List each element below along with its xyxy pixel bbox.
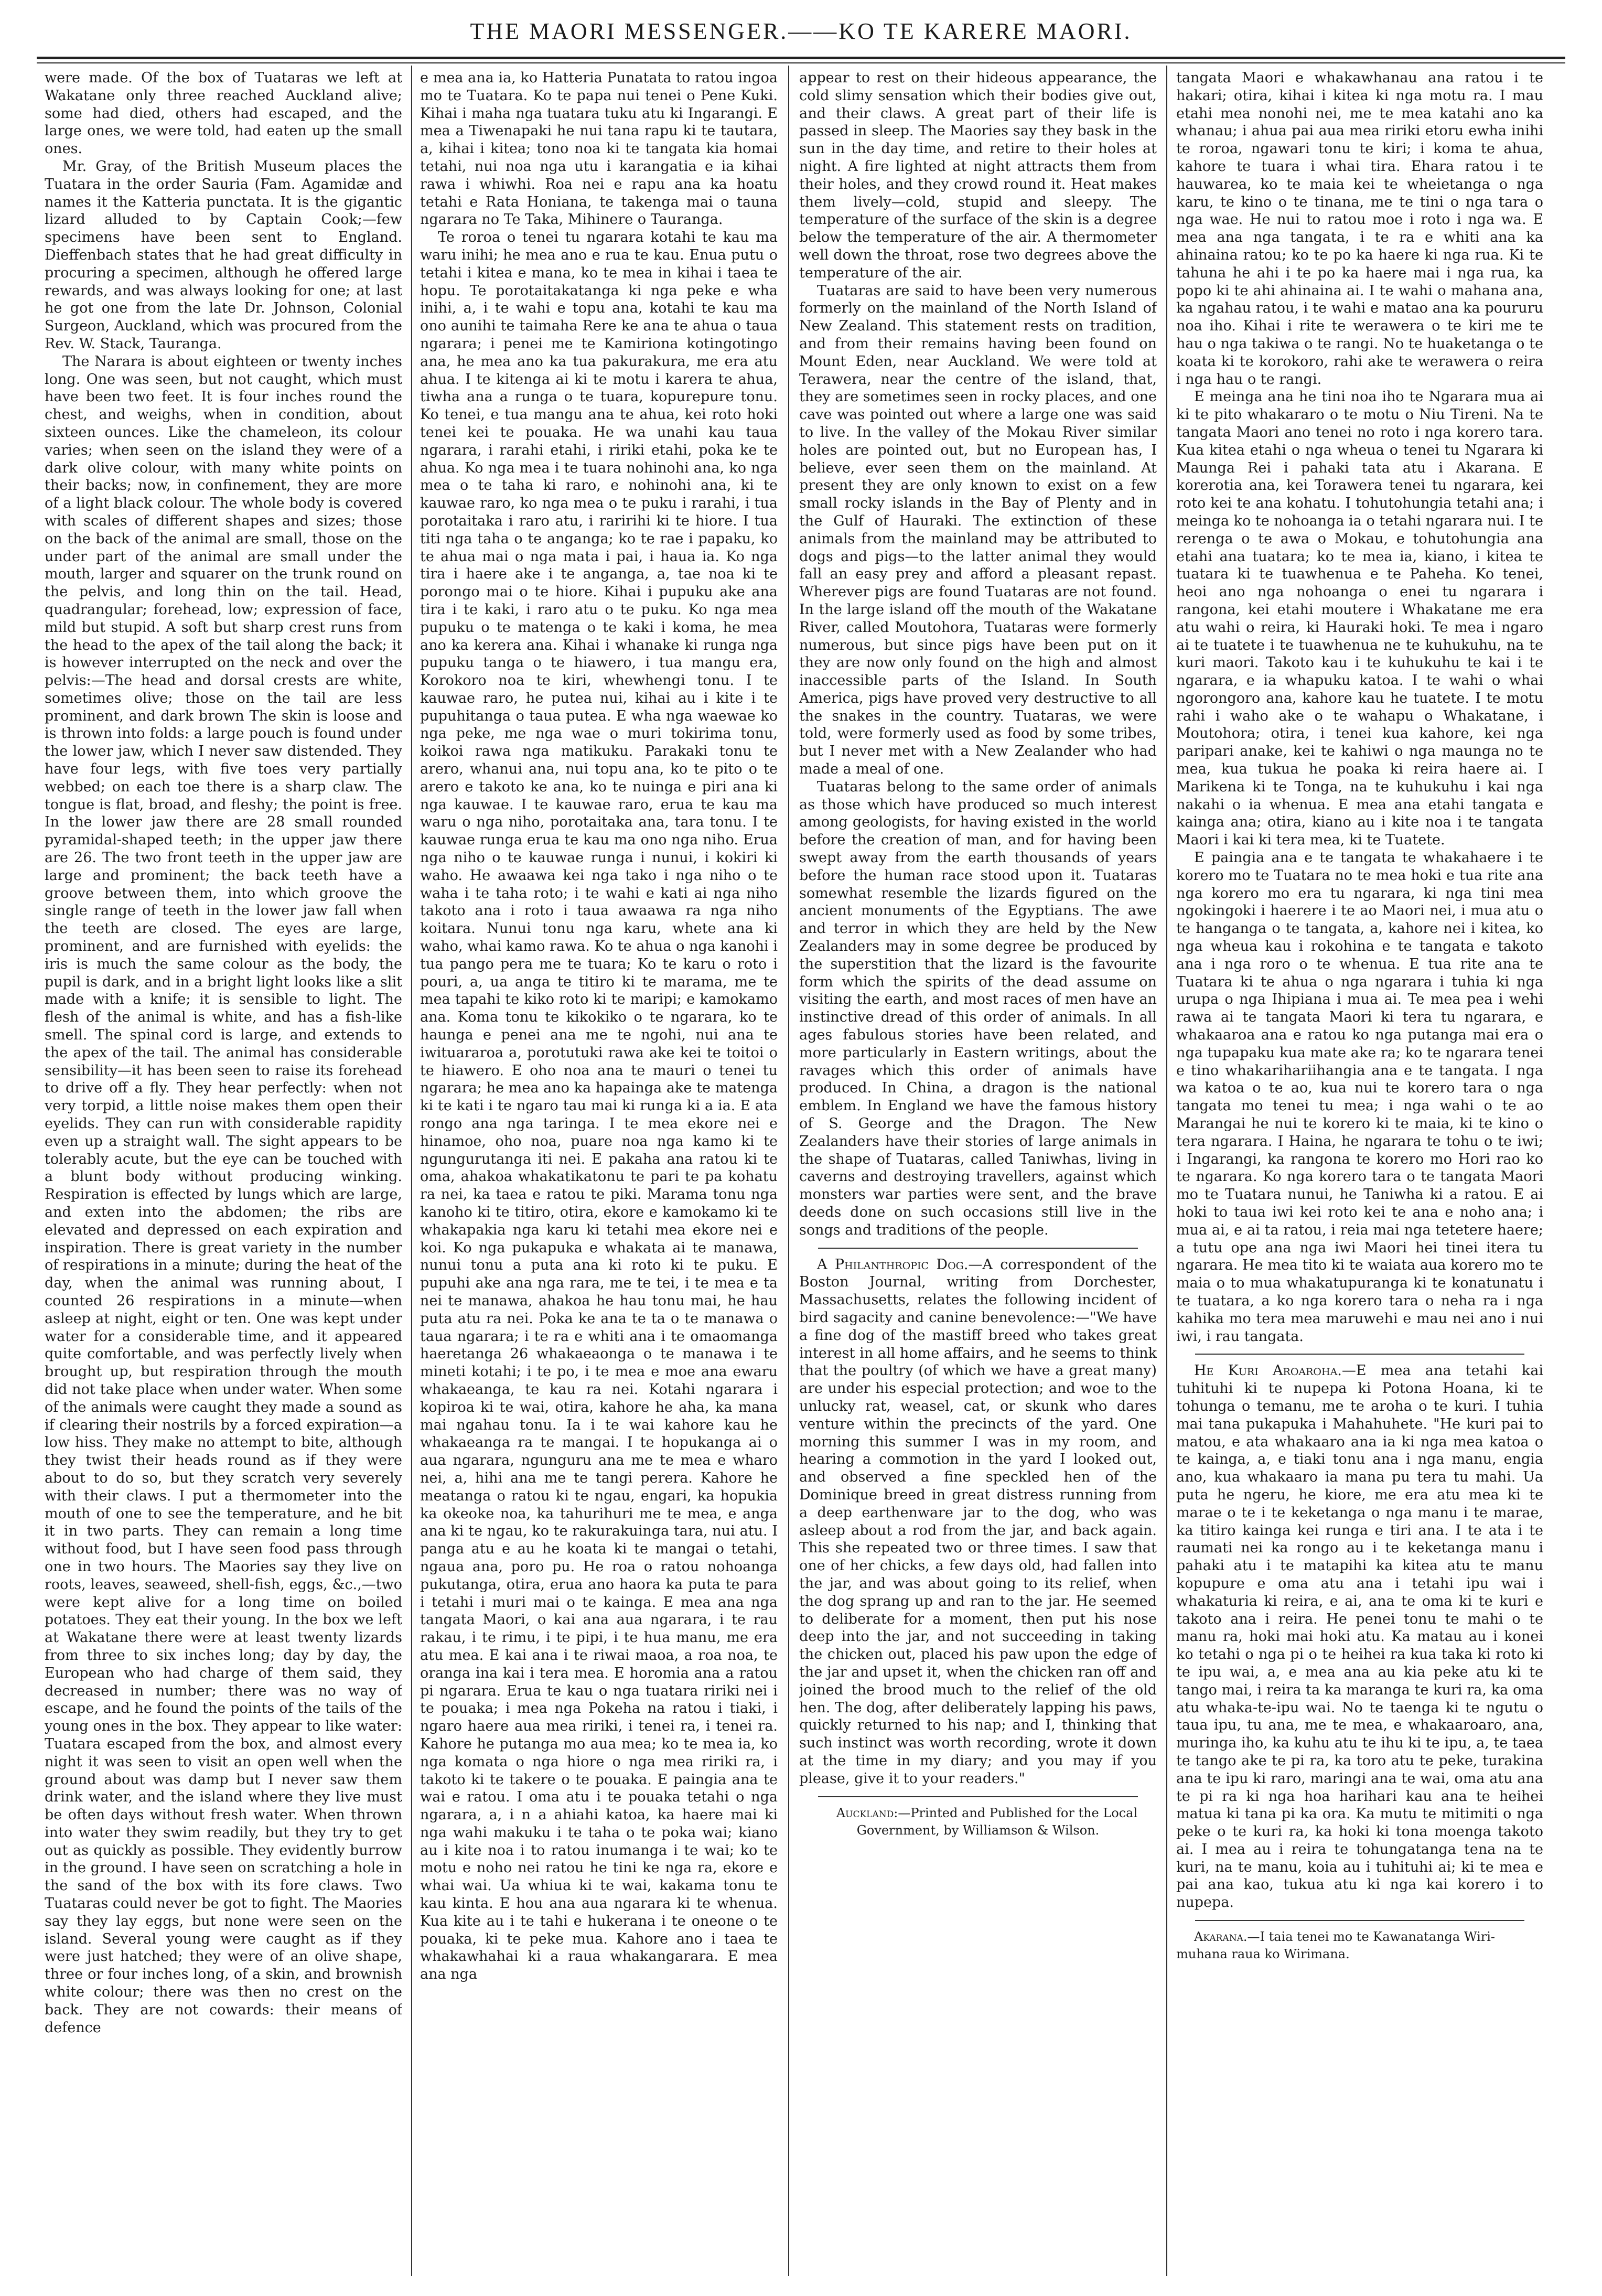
- article-paragraph: e mea ana ia, ko Hatteria Punatata to ratou ingoa mo te Tuatara. Ko te papa nui tenei o Pene Kuki. Kihai i maha nga tuatara tuku atu ki Ingarangi. E mea a Tiwenapaki he nui tana rapu ki te tautara, a, kihai i kitea; tono noa ki te tangata kia homai tetahi, nui noa nga utu i karangatia e ia kihai rawa i whiwhi. Roa nei e rapu ana ka hoatu tetahi e Rata Honiana, te takenga mai o tauna ngarara no Te Taka, Mihinere o Tauranga.: [420, 70, 778, 228]
- imprint-text: —I taia tenei mo te Kawanatanga Wiri-muhana raua ko Wirimana.: [1176, 1929, 1496, 1962]
- imprint-place: Akarana.: [1194, 1929, 1248, 1945]
- section-divider: [1195, 1354, 1524, 1355]
- kuri-article-heading: He Kuri Aroaroha.: [1194, 1362, 1342, 1379]
- kuri-article-text: —E mea ana tetahi kai tuhituhi ki te nupepa ki Potona Hoana, ki te tohunga o temanu, me te aroha o te kuri. I tuhia mai tana pukapuka i Mahahuhete. "He kuri pai to matou, e ata whakaaro ana ia ki nga mea katoa o te kainga, a, e tiaki tonu ana i nga manu, engia ano, kua whakaaro ia mana pu tera tu mahi. Ua puta he ngeru, he kiore, me era atu mea ki te marae o te i te keketanga o nga manu i te marae, ka titiro kainga kei runga e tiri ana. I te ata i te raumati nei ka rongo au i te keketanga manu i pahaki atu i te matapihi ka kitea atu te manu kopupure e oma atu ana i tetahi ipu wai i whakaturia ki reira, e ai, ana te oma ki te kuri e takoto ana i reira. He penei tonu te mahi o te manu ra, hoki mai hoki atu. Ka matau au i konei ko tetahi o nga pi o te heihei ra kua taka ki roto ki te ipu wai, a, e mea ana au kia peke atu ki te tango mai, i reira ta ka maranga te kuri ra, ka oma atu whaka-te-ipu wai. No te taenga ki te ngutu o taua ipu, tu ana, me te mea, e whakaaroaro, ana, muringa iho, ka kuhu atu te ihu ki te ipu, a, te taea te tango ake te pi ra, ka toro atu te peke, turakina ana te ipu ki raro, maringi ana te wai, oma atu ana te pi ra ki nga hoa harihari kau ana te heihei matua ki tana pi ka ora. Ka mutu te mitimiti o nga peke o te kuri ra, ka hoki ki tona moenga takoto ai. I mea au i reira te tohungatanga tena na te kuri, na te manu, koia au i tuhituhi ai; ki te mea e pai ana kao, tukua atu ki nga kai korero i to nupepa.: [1176, 1362, 1543, 1911]
- article-paragraph: were made. Of the box of Tuataras we left at Wakatane only three reached Auckland alive; some had died, others had escaped, and the large ones, we were told, had eaten up the small ones.: [45, 70, 402, 157]
- column-maori-2: [1176, 69, 1543, 2251]
- section-divider: [818, 1248, 1138, 1249]
- imprint-english: [799, 1805, 1157, 1839]
- section-divider: [1195, 1920, 1524, 1921]
- masthead: [0, 0, 1602, 79]
- column-english-2: [799, 69, 1157, 2251]
- column-english-1: [45, 69, 402, 2251]
- column-rule: [411, 66, 412, 2276]
- article-paragraph: Tuataras are said to have been very numerous formerly on the mainland of the North Island of New Zealand. This statement rests on tradition, and from their remains having been found on Mount Eden, near Auckland. We were told at Terawera, near the centre of the island, that, they are sometimes seen in rocky places, and one cave was pointed out where a large one was said to live. In the valley of the Mokau River similar holes are pointed out, but no European has, I believe, ever seen them on the mainland. At present they are only known to exist on a few small rocky islands in the Bay of Plenty and in the Gulf of Hauraki. The extinction of these animals from the mainland may be attributed to dogs and pigs—to the latter animal they would fall an easy prey and afford a pleasant repast. Wherever pigs are found Tuataras are not found. In the large island off the mouth of the Wakatane River, called Moutohora, Tuataras were formerly numerous, but since pigs have been put on it they are now only found on the high and almost inaccessible parts of the Island. In South America, pigs have proved very destructive to all the snakes in the country. Tuataras, we were told, were formerly used as food by some tribes, but I never met with a New Zealander who had made a meal of one.: [799, 282, 1157, 778]
- column-rule: [1166, 66, 1167, 2276]
- imprint-place: Auckland:: [836, 1805, 898, 1820]
- article-paragraph: tangata Maori e whakawhanau ana ratou i te hakari; otira, kihai i kitea ki nga motu ra. I mau etahi mea nonohi nei, me te mea katahi ano ka whanau; i ahua pai aua mea ririki etoru ewha inihi te roroa, ngawari tonu te kiri; i koma te ahua, kahore te tuara i whai tira. Ehara ratou i te hauwarea, ko te maia kei te wheietanga o nga karu, te kino o te tinana, me te tini o nga tara o nga wae. He nui to ratou moe i roto i nga wa. E mea ana nga tangata, i te ra e whiti ana ka ahinaina ratou; ko te po ka haere ki nga rua. Ki te tahuna he ahi i te po ka haere mai i nga rua, ka popo ki te ahi ahinaina ai. I te wahi o mahana ana, ka ngahau ratou, i te wahi e matao ana ka poururu noa iho. Kihai i rite te werawera o te kiri me te hau o nga takiwa o te rangi. No te huaketanga o te koata ki te korokoro, rahi ake te werawera o reira i nga hau o te rangi.: [1176, 70, 1543, 388]
- dog-article-text: —A correspondent of the Boston Journal, writing from Dorchester, Massachusetts, relates the following incident of bird sagacity and canine benevolence:—"We have a fine dog of the mastiff breed who takes great interest in all home affairs, and he seems to think that the poultry (of which we have a great many) are under his especial protection; and woe to the unlucky rat, weasel, cat, or skunk who dares venture within the precincts of the yard. One morning this summer I was in my room, and hearing a commotion in the yard I looked out, and observed a fine speckled hen of the Dominique breed in great distress running from a deep earthenware jar to the dog, who was asleep about a rod from the jar, and back again. This she repeated two or three times. I saw that one of her chicks, a few days old, had fallen into the jar, and was about going to its relief, when the dog sprang up and ran to the jar. He seemed to deliberate for a moment, then put his nose deep into the jar, and not succeeding in taking the chicken out, placed his paw upon the edge of the jar and upset it, when the chicken ran off and joined the brood much to the relief of the old hen. The dog, after deliberately lapping his paws, quickly returned to his nap; and I, thinking that such instinct was worth recording, wrote it down at the time in my diary; and you may if you please, give it to your readers.": [799, 1256, 1157, 1787]
- article-paragraph: The Narara is about eighteen or twenty inches long. One was seen, but not caught, which must have been two feet. It is four inches round the chest, and weighs, when in condition, about sixteen ounces. Like the chameleon, its colour varies; when seen on the island they were of a dark olive colour, with many white points on their backs; now, in confinement, they are more of a light black colour. The whole body is covered with scales of different shapes and sizes; those on the back of the animal are small, those on the under part of the animal are small under the mouth, larger and squarer on the trunk round on the pelvis, and long thin on the tail. Head, quadrangular; forehead, low; expression of face, mild but stupid. A soft but sharp crest runs from the head to the apex of the tail along the back; it is however interrupted on the neck and over the pelvis:—The head and dorsal crests are white, sometimes olive; those on the tail are less prominent, and dark brown The skin is loose and is thrown into folds: a large pouch is found under the lower jaw, which I never saw distended. They have four legs, with five toes very partially webbed; on each toe there is a sharp claw. The tongue is flat, broad, and fleshy; the point is free. In the lower jaw there are 28 small rounded pyramidal-shaped teeth; in the upper jaw there are 26. The two front teeth in the upper jaw are large and prominent; the back teeth have a groove between them, into which groove the single range of teeth in the lower jaw fall when the teeth are closed. The eyes are large, prominent, and are furnished with eyelids: the iris is much the same colour as the body, the pupil is dark, and in a bright light looks like a slit made with a knife; it is sensible to light. The flesh of the animal is white, and has a fish-like smell. The spinal cord is large, and extends to the apex of the tail. The animal has considerable sensibility—it has been seen to raise its forehead to drive off a fly. They hear perfectly: when not very torpid, a little noise makes them open their eyelids. They can run with considerable rapidity even up a straight wall. The sight appears to be tolerably acute, but the eye can be touched with a blunt body without producing winking. Respiration is effected by lungs which are large, and exten into the abdomen; the ribs are elevated and depressed on each expiration and inspiration. There is great variety in the number of respirations in a minute; during the heat of the day, when the animal was running about, I counted 26 respirations in a minute—when asleep at night, eight or ten. One was kept under water for a considerable time, and it appeared quite comfortable, and was perfectly lively when brought up, but respiration through the mouth did not take place when under water. When some of the animals were caught they made a sound as if clearing their nostrils by a forced expiration—a low hiss. They make no attempt to bite, although they twist their heads round as if they were about to do so, but they scratch very severely with their claws. I put a thermometer into the mouth of one to see the temperature, and he bit it in two parts. They can remain a long time without food, but I have seen food pass through one in two hours. The Maories say they live on roots, leaves, seaweed, shell-fish, eggs, &c.,—two were kept alive for a long time on boiled potatoes. They eat their young. In the box we left at Wakatane there were at least twenty lizards from three to six inches long; day by day, the European who had charge of them said, they decreased in number; there was no way of escape, and he found the points of the tails of the young ones in the box. They appear to like water: Tuatara escaped from the box, and almost every night it was seen to visit an open well when the ground about was damp but I never saw them drink water, and the island where they live must be often days without fresh water. When thrown into water they swim readily, but they try to get out as quickly as possible. They evidently burrow in the ground. I have seen on scratching a hole in the sand of the box with its fore claws. Two Tuataras could never be got to fight. The Maories say they lay eggs, but none were seen on the island. Several young were caught as if they were just hatched; they were of an olive shape, three or four inches long, of a skin, and brownish white colour; there was then no crest on the back. They are not cowards: their means of defence: [45, 353, 402, 2036]
- newspaper-title: THE MAORI MESSENGER.——KO TE KARERE MAORI.: [470, 18, 1132, 44]
- article-paragraph: Mr. Gray, of the British Museum places the Tuatara in the order Sauria (Fam. Agamidæ and names it the Katteria punctata. It is the gigantic lizard alluded to by Captain Cook;—few specimens have been sent to England. Dieffenbach states that he had great difficulty in procuring a specimen, although he offered large rewards, and was always looking for one; at last he got one from the late Dr. Johnson, Colonial Surgeon, Auckland, which was procured from the Rev. W. Stack, Tauranga.: [45, 158, 402, 352]
- section-divider: [818, 1796, 1138, 1797]
- dog-article: [799, 1256, 1157, 1788]
- dog-article-heading: A Philanthropic Dog.: [817, 1256, 969, 1273]
- article-paragraph: Tuataras belong to the same order of animals as those which have produced so much interest among geologists, for having existed in the world before the creation of man, and for having been swept away from the earth thousands of years before the human race stood upon it. Tuataras somewhat resemble the lizards figured on the ancient monuments of the Egyptians. The awe and terror in which they are held by the New Zealanders may in some degree be produced by the superstition that the lizard is the favourite form which the spirits of the dead assume on visiting the earth, and most races of men have an instinctive dread of this order of animals. In all ages fabulous stories have been related, and more particularly in Eastern writings, about the ravages which this order of animals have produced. In China, a dragon is the national emblem. In England we have the famous history of S. George and the Dragon. The New Zealanders have their stories of large animals in the shape of Tuataras, called Taniwhas, living in caverns and destroying travellers, against which monsters war parties were sent, and the brave deeds done on such occasions still live in the songs and traditions of the people.: [799, 778, 1157, 1238]
- article-paragraph: appear to rest on their hideous appearance, the cold slimy sensation which their bodies give out, and their claws. A great part of their life is passed in sleep. The Maories say they bask in the sun in the day time, and retire to their holes at night. A fire lighted at night attracts them from their holes, and they crowd round it. Heat makes them lively—cold, stupid and sleepy. The temperature of the surface of the skin is a degree below the temperature of the air. A thermometer well down the throat, rose two degrees above the temperature of the air.: [799, 70, 1157, 281]
- masthead-rule: [37, 57, 1565, 59]
- column-rule: [788, 66, 789, 2276]
- column-maori-1: [420, 69, 778, 2251]
- imprint-text: —Printed and Published for the Local Government, by Williamson & Wilson.: [856, 1805, 1138, 1838]
- imprint-maori: [1176, 1928, 1543, 1963]
- masthead-rule-thin: [37, 62, 1565, 63]
- article-paragraph: E meinga ana he tini noa iho te Ngarara mua ai ki te pito whakararo o te motu o Niu Tireni. Na te tangata Maori ano tenei no roto i nga korero tara. Kua kitea etahi o nga wheua o tenei tu Ngarara ki Maunga Rei i pahaki tata atu i Akarana. E korerotia ana, kei Torawera tenei tu ngarara, kei roto kei te ana kohatu. I tohutohungia tetahi ana; i meinga ko te nohoanga ia o tetahi ngarara nui. I te rerenga o te awa o Mokau, e tohutohungia ana etahi ana tuatara; ko te mea ia, kiano, i kitea te tuatara ki te tuawhenua e te Paheha. Ko tenei, heoi ano nga nohoanga o enei tu ngarara i rangona, kei etahi moutere i Whakatane me era atu wahi o reira, ki Hauraki hoki. Te mea i ngaro ai te tuatete i te tuawhenua ne te kuhukuhu, na te kuri maori. Takoto kau i te kuhukuhu te kai i te ngarara, e ia whapuku katoa. I te wahi o whai ngorongoro ana, kahore kau he tuatete. I te motu rahi i waho ake o te wahapu o Whakatane, i Moutohora; otira, i tenei kua kahore, kei nga paripari anake, kei te kahiwi o nga maunga no te mea, kua tukua he poaka ki reira haere ai. I Marikena ki te Tonga, na te kuhukuhu i kai nga nakahi o ia whenua. E mea ana etahi tangata e kainga ana; otira, kiano au i kite noa i te tangata Maori i kai ki tera mea, ki te Tuatete.: [1176, 389, 1543, 849]
- article-paragraph: E paingia ana e te tangata te whakahaere i te korero mo te Tuatara no te mea hoki e tua rite ana nga korero mo era tu ngarara, ki nga tini mea ngokingoki i haerere i te ao Maori nei, i mua atu o te hanganga o te tangata, a, kahore nei i kitea, ko nga wheua kau i rokohina e te tangata e takoto ana i nga roro o te whenua. E tua rite ana te Tuatara ki te ahua o nga ngarara i tuhia ki nga urupa o nga Ihipiana i mua ai. Te mea pea i wehi rawa ai te tangata Maori ki tera tu ngarara, e whakaaroa ana e ratou ko nga putanga mai era o nga tupapaku kua mate ake ra; ko te ngarara tenei e tino whakarihariihangia ana e te tangata. I nga wa katoa o te ao, kua nui te korero tara o nga tangata mo tenei tu mea; i nga wahi o te ao Marangai he nui te korero ki te maia, ki te kino o tera ngarara. I Haina, he ngarara te tohu o te iwi; i Ingarangi, ka rangona te korero mo Hori rao ko te ngarara. Ko nga korero tara o te tangata Maori mo te Tuatara nunui, he Taniwha ki a ratou. E ai hoki to taua iwi kei roto kei te ana e noho ana; i mua ai, e ai ta ratou, i reia mai nga tetetere haere; a tutu ope ana nga iwi Maori hei tinei itera tu ngarara. He mea tito ki te waiata aua korero mo te maia o to mua whakatupuranga ki te konatunatu i te tuatara, a ko nga korero tara o neha ra i nga kahika mo tera mea maruwehi e mau nei ano i nui iwi, i rau tangata.: [1176, 850, 1543, 1345]
- article-paragraph: Te roroa o tenei tu ngarara kotahi te kau ma waru inihi; he mea ano e rua te kau. Enua putu o tetahi i kitea e mana, ko te mea in kihai i taea te hopu. Te porotaitakatanga ki nga peke e wha inihi, a, i te wahi e topu ana, kotahi te kau ma ono aunihi te taimaha Rere ke ana te ahua o taua ngarara; i penei me te Kamiriona kotingotingo ana, he mea ano ka tua pakurakura, me era atu ahua. I te kitenga ai ki te motu i karera te ahua, tiwha ana a runga o te tuara, kopurepure tonu. Ko tenei, e tua mangu ana te ahua, kei roto hoki tenei kei te pouaka. He wa unahi kau taua ngarara, i rarahi etahi, i ririki etahi, poka ke te ahua. Ko nga mea i te tuara nohinohi ana, ko nga mea o te taha ki raro, e nohinohi ana, ki te kauwae raro, ko nga mea o te puku i rarahi, i tua porotaitaka i raro atu, i raririhi ki te hiore. I tua titi nga taha o te anganga; ko te rae i papaku, ko te ahua mai o nga mata i pai, i haua ia. Ko nga tira i haere ake i te anganga, a, tae noa ki te porongo mai o te hiore. Kihai i pupuku ake ana tira i te kaki, i raro atu o te puku. Ko nga mea pupuku o te matenga o te kaki i koma, he mea ano ka kerera ana. Kihai i whanake ki runga nga pupuku tanga o te hiawero, i tua mangu era, Korokoro noa te kiri, whewhengi tonu. I te kauwae raro, he putea nui, kihai au i kite i te pupuhitanga o taua putea. E wha nga waewae ko nga peke, me nga wae o muri tokirima tonu, koikoi rawa nga matikuku. Parakaki tonu te arero, whanui ana, nui topu ana, ko te pito o te arero e takoto ke ana, ko te nuinga e piri ana ki nga kauwae. I te kauwae raro, erua te kau ma waru o nga niho, porotaitaka ana, tara tonu. I te kauwae runga erua te kau ma ono nga niho. Erua nga niho o te kauwae runga i nunui, i kokiri ki waho. He awaawa kei nga tako i nga niho o te waha i te taha roto; i te wahi e kati ai nga niho takoto ana i roto i taua awaawa ra nga niho koitara. Nunui tonu nga karu, whete ana ki waho, whai kamo rawa. Ko te ahua o nga kanohi i tua pango pera me te tuara; Ko te karu o roto i pouri, a, ua anga te titiro ki te marama, me te mea tapahi te kiko roto ki te maripi; e kamokamo ana. Koma tonu te kikokiko o te ngarara, ko te haunga e penei ana me te ngohi, nui ana te iwituararoa a, porotutuki rawa ake kei te toitoi o te hiawero. E oho noa ana te mauri o tenei tu ngarara; he mea ano ka hapainga ake te matenga ki te kati i te ngaro tau mai ki runga ki a ia. E ata rongo ana nga taringa. I te mea ekore nei e hinamoe, oho noa, puare noa nga kamo ki te ngungurutanga iti nei. E pakaha ana ratou ki te oma, ahakoa whakatikatonu te pari te pa kohatu ra nei, ka taea e ratou te piki. Marama tonu nga kanoho ki te titiro, otira, ekore e kamokamo ki te whakapakia nga karu ki tetahi mea ekore nei e koi. Ko nga pukapuka e whakata ai te manawa, nunui tonu a puta ana ki roto ki te puku. E pupuhi ake ana nga rara, me te tei, i te mea e ta nei te manawa, ahakoa he hau tonu mai, he hau puta atu ra nei. Poka ke ana te ta o te manawa o taua ngarara; i te ra e whiti ana i te omaomanga haeretanga 26 whakaeaonga o te manawa i te mineti kotahi; i te po, i te mea e moe ana ewaru whakaeanga, te kau ra nei. Kotahi ngarara i kopiroa ki te wai, otira, kahore he aha, ka mana mai ngahau tonu. Ia i te wai kahore kau he whakaeanga ra te mangai. I te hopukanga ai o aua ngarara, ngunguru ana me te mea e wharo nei, a, hihi ana me te tangi perera. Kahore he meatanga o ratou ki te ngau, engari, ka hopukia ka okeoke noa, ka tahurihuri me te mea, e anga ana ki te ngau, ko te rakurakuinga tara, nui atu. I panga atu e au he koata ki te mangai o tetahi, ngaua ana, poro pu. He roa o ratou nohoanga pukutanga, otira, erua ano haora ka puta te para i tetahi i muri mai o te kainga. E mea ana nga tangata Maori, o kai ana aua ngarara, i te rau rakau, i te rimu, i te pipi, i te hua manu, me era atu mea. E kai ana i te riwai maoa, a roa noa, te oranga ina kai i tera mea. E horomia ana a ratou pi ngarara. Erua te kau o nga tuatara ririki nei i te pouaka; i mea nga Pokeha na ratou i tiaki, i ngaro haere aua mea ririki, i tenei ra, i tenei ra. Kahore he putanga mo aua mea; ko te mea ia, ko nga komata o nga hiore o nga mea ririki ra, i takoto ki te takere o te pouaka. E paingia ana te wai e ratou. I oma atu i te pouaka tetahi o nga ngarara, a, i n a ahiahi katoa, ka haere mai ki nga wahi makuku i te taha o te poka wai; kiano au i kite noa i to ratou inumanga i te wai; ko te motu e noho nei ratou he tini ke nga ra, ekore e whai wai. Ua whiua ki te wai, kakama tonu te kau kinta. E hou ana aua ngarara ki te whenua. Kua kite au i te tahi e hukerana i te oneone o te pouaka, ki te peke mua. Kahore ano i taea te whakawhahai ki a raua whakangarara. E mea ana nga: [420, 229, 778, 1983]
- kuri-article: [1176, 1362, 1543, 1912]
